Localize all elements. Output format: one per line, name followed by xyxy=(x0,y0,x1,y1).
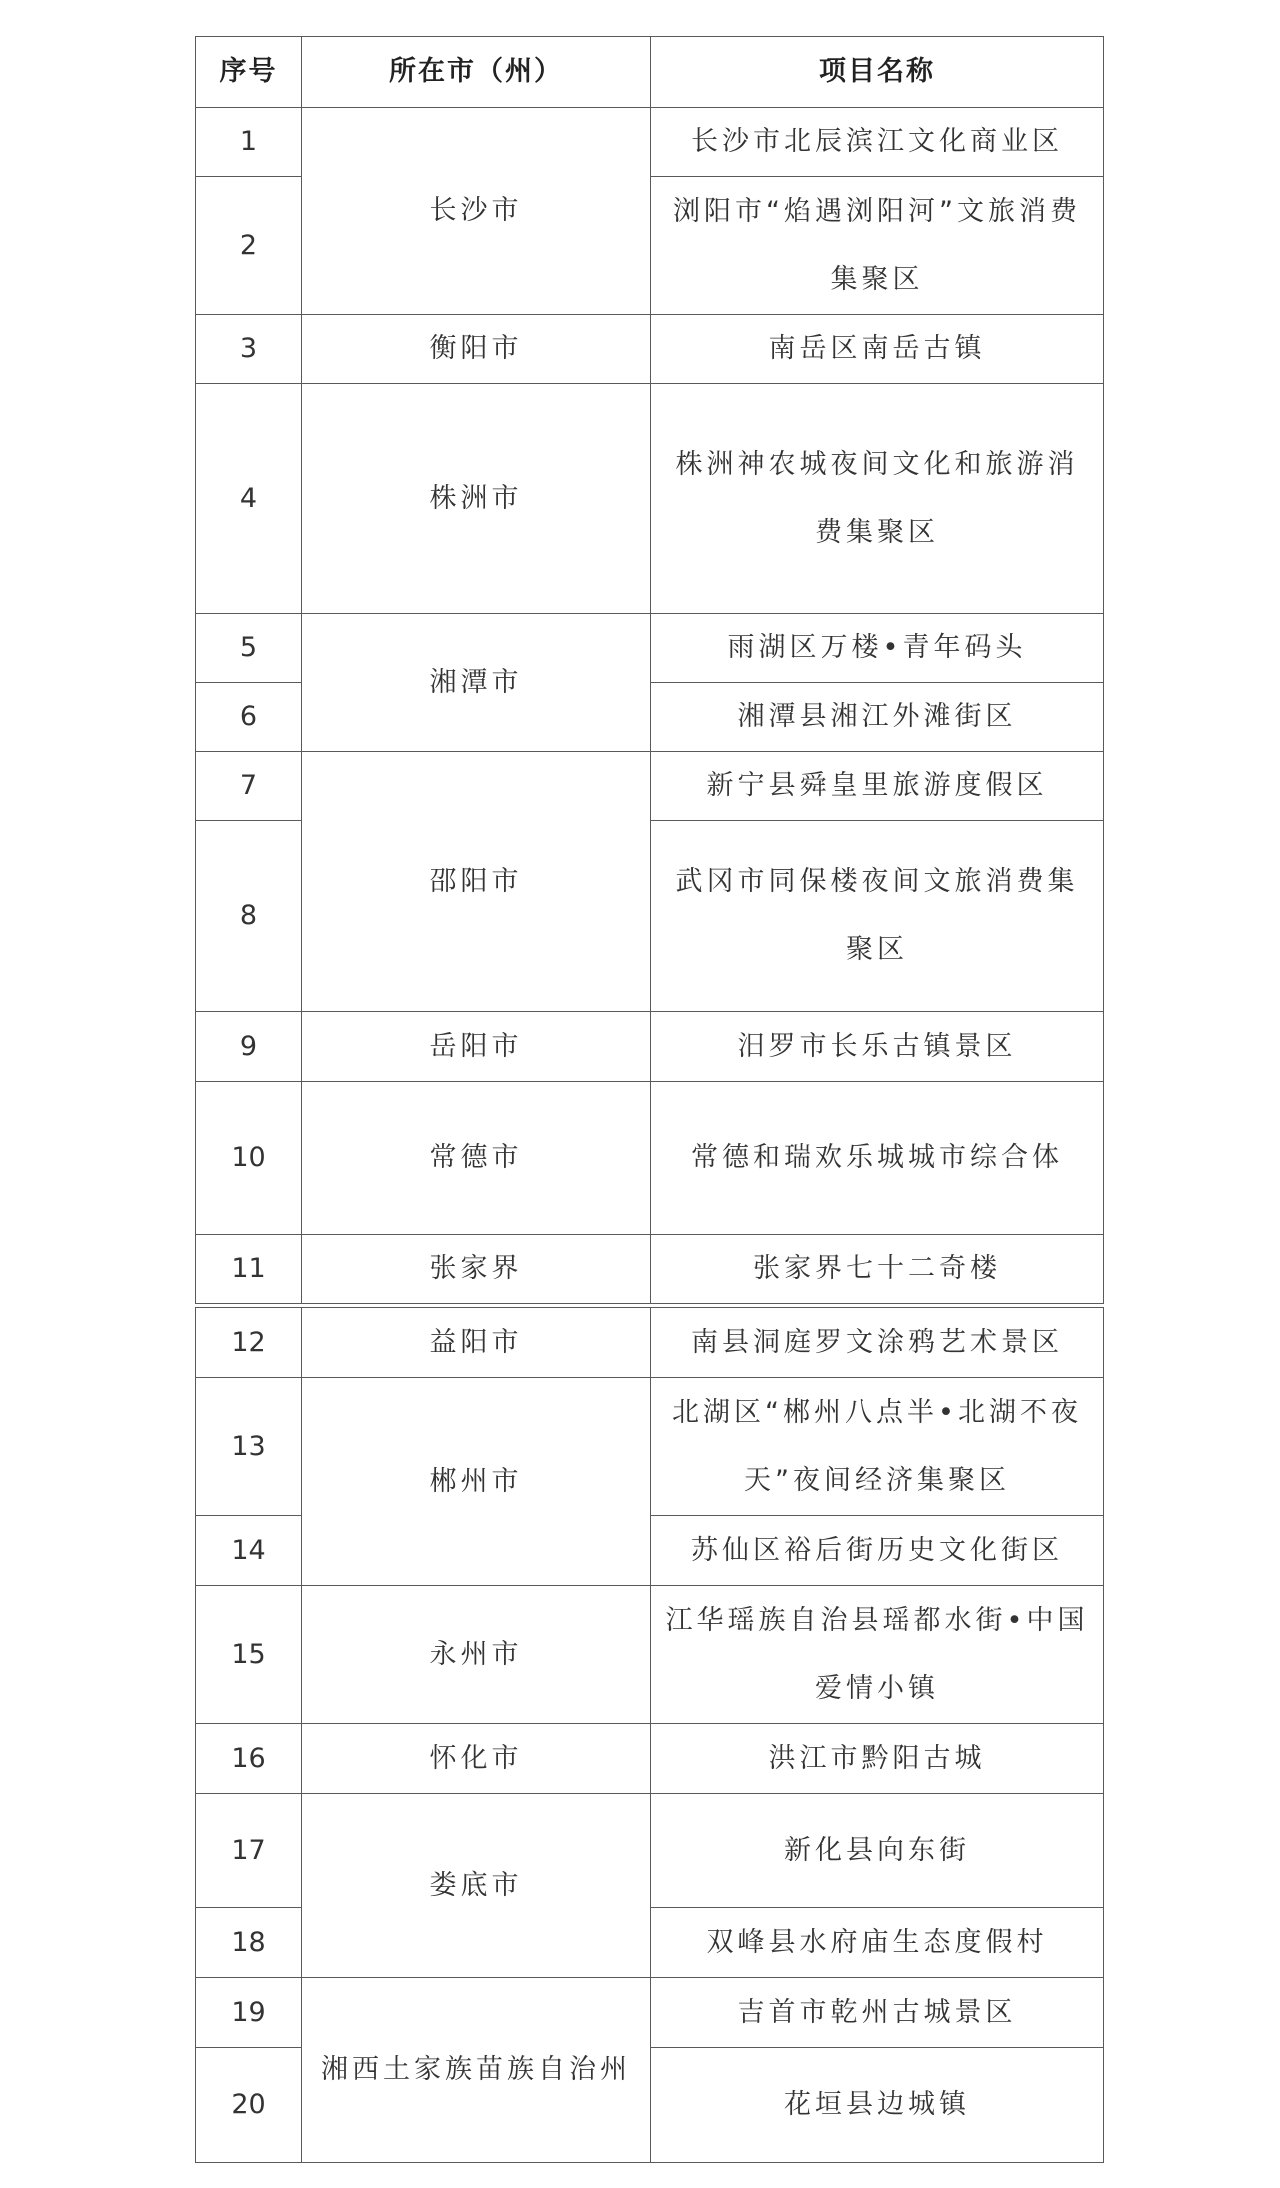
row-number: 20 xyxy=(196,2048,302,2163)
project-table-part-1 xyxy=(195,36,1104,1304)
table-row xyxy=(196,1308,1104,1378)
city-cell: 株洲市 xyxy=(302,384,651,614)
city-cell: 永州市 xyxy=(302,1586,651,1724)
city-cell: 张家界 xyxy=(302,1235,651,1304)
project-cell: 株洲神农城夜间文化和旅游消费集聚区 xyxy=(651,384,1104,614)
city-cell: 岳阳市 xyxy=(302,1012,651,1082)
row-number: 3 xyxy=(196,315,302,384)
project-cell: 双峰县水府庙生态度假村 xyxy=(651,1908,1104,1978)
project-cell: 雨湖区万楼•青年码头 xyxy=(651,614,1104,683)
table-row xyxy=(196,315,1104,384)
project-cell: 浏阳市“焰遇浏阳河”文旅消费集聚区 xyxy=(651,177,1104,315)
row-number: 19 xyxy=(196,1978,302,2048)
table-row xyxy=(196,1378,1104,1516)
project-cell: 长沙市北辰滨江文化商业区 xyxy=(651,108,1104,177)
row-number: 8 xyxy=(196,821,302,1012)
project-cell: 张家界七十二奇楼 xyxy=(651,1235,1104,1304)
row-number: 4 xyxy=(196,384,302,614)
table-header-row xyxy=(196,37,1104,108)
city-cell: 长沙市 xyxy=(302,108,651,315)
project-cell: 汨罗市长乐古镇景区 xyxy=(651,1012,1104,1082)
project-cell: 新宁县舜皇里旅游度假区 xyxy=(651,752,1104,821)
city-cell: 益阳市 xyxy=(302,1308,651,1378)
table-row xyxy=(196,1978,1104,2048)
row-number: 13 xyxy=(196,1378,302,1516)
project-cell: 苏仙区裕后街历史文化街区 xyxy=(651,1516,1104,1586)
project-cell: 新化县向东街 xyxy=(651,1794,1104,1908)
table-row xyxy=(196,108,1104,177)
table-row xyxy=(196,1012,1104,1082)
project-table-part-2 xyxy=(195,1307,1104,2163)
project-cell: 吉首市乾州古城景区 xyxy=(651,1978,1104,2048)
table-row xyxy=(196,1724,1104,1794)
project-cell: 江华瑶族自治县瑶都水街•中国爱情小镇 xyxy=(651,1586,1104,1724)
table-row xyxy=(196,1794,1104,1908)
header-project: 项目名称 xyxy=(651,37,1104,108)
row-number: 1 xyxy=(196,108,302,177)
row-number: 2 xyxy=(196,177,302,315)
project-cell: 洪江市黔阳古城 xyxy=(651,1724,1104,1794)
project-cell: 南县洞庭罗文涂鸦艺术景区 xyxy=(651,1308,1104,1378)
project-cell: 花垣县边城镇 xyxy=(651,2048,1104,2163)
table-row xyxy=(196,1586,1104,1724)
row-number: 12 xyxy=(196,1308,302,1378)
row-number: 14 xyxy=(196,1516,302,1586)
table-row xyxy=(196,752,1104,821)
city-cell: 郴州市 xyxy=(302,1378,651,1586)
city-cell: 衡阳市 xyxy=(302,315,651,384)
row-number: 5 xyxy=(196,614,302,683)
row-number: 6 xyxy=(196,683,302,752)
city-cell: 怀化市 xyxy=(302,1724,651,1794)
project-cell: 北湖区“郴州八点半•北湖不夜天”夜间经济集聚区 xyxy=(651,1378,1104,1516)
table-row xyxy=(196,384,1104,614)
row-number: 7 xyxy=(196,752,302,821)
row-number: 15 xyxy=(196,1586,302,1724)
city-cell: 湘西土家族苗族自治州 xyxy=(302,1978,651,2163)
table-row xyxy=(196,614,1104,683)
row-number: 18 xyxy=(196,1908,302,1978)
header-no: 序号 xyxy=(196,37,302,108)
row-number: 10 xyxy=(196,1082,302,1235)
project-cell: 常德和瑞欢乐城城市综合体 xyxy=(651,1082,1104,1235)
table-row xyxy=(196,1082,1104,1235)
city-cell: 湘潭市 xyxy=(302,614,651,752)
city-cell: 常德市 xyxy=(302,1082,651,1235)
row-number: 11 xyxy=(196,1235,302,1304)
city-cell: 邵阳市 xyxy=(302,752,651,1012)
project-cell: 湘潭县湘江外滩街区 xyxy=(651,683,1104,752)
row-number: 9 xyxy=(196,1012,302,1082)
table-row xyxy=(196,1235,1104,1304)
project-cell: 南岳区南岳古镇 xyxy=(651,315,1104,384)
city-cell: 娄底市 xyxy=(302,1794,651,1978)
header-city: 所在市（州） xyxy=(302,37,651,108)
row-number: 17 xyxy=(196,1794,302,1908)
project-cell: 武冈市同保楼夜间文旅消费集聚区 xyxy=(651,821,1104,1012)
row-number: 16 xyxy=(196,1724,302,1794)
